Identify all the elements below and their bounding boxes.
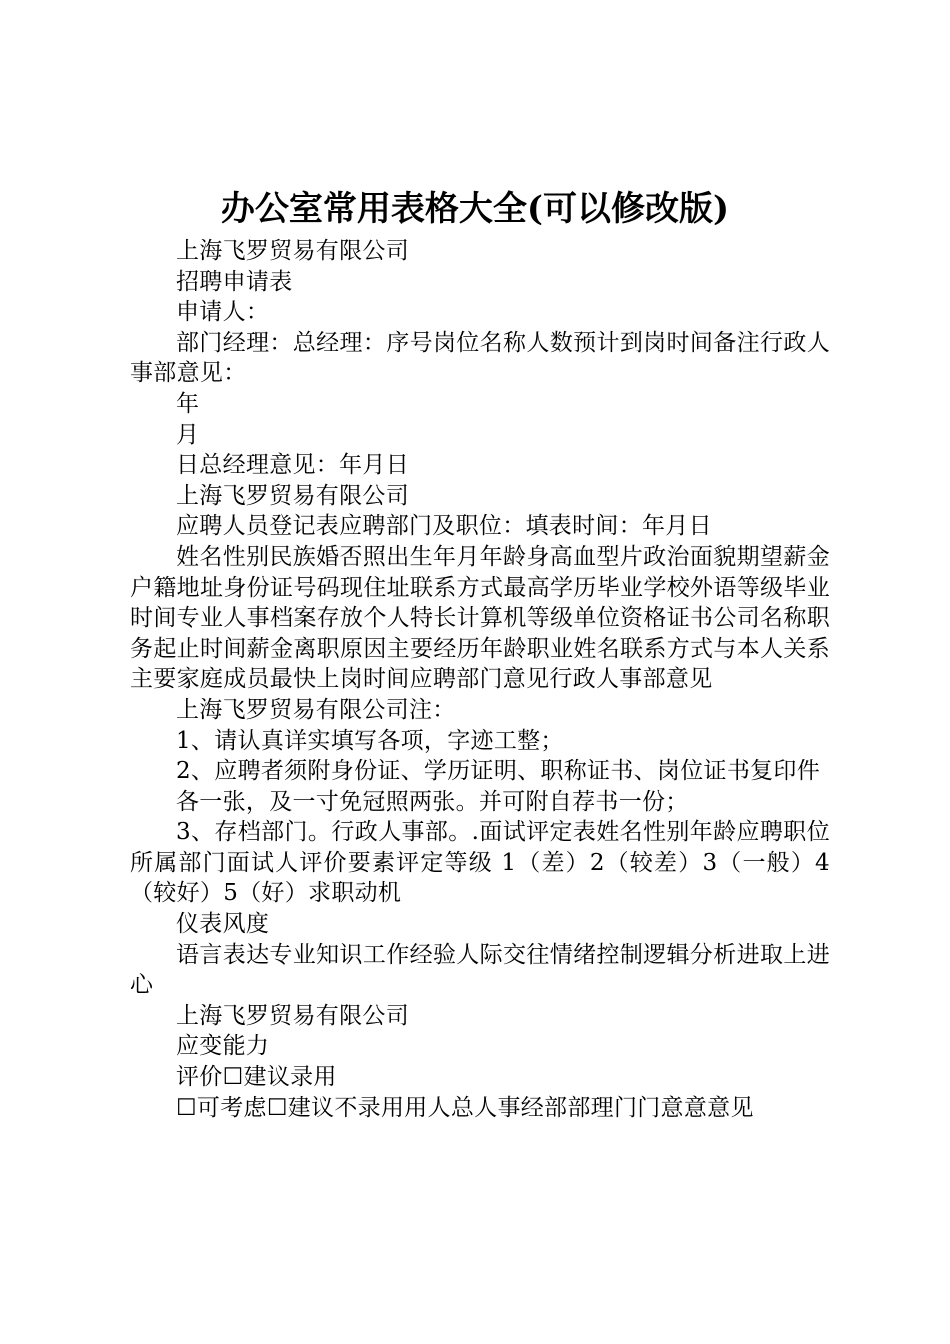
paragraph-adaptability: 应变能力 (176, 1033, 270, 1060)
paragraph-applicant: 申请人： (176, 299, 270, 326)
document-body (130, 236, 830, 1123)
paragraph-criteria: 语言表达专业知识工作经验人际交往情绪控制逻辑分析进取上进心 (130, 941, 830, 999)
paragraph-appearance: 仪表风度 (176, 911, 270, 938)
paragraph-form-title: 招聘申请表 (176, 268, 293, 295)
paragraph-company-1: 上海飞罗贸易有限公司 (176, 238, 409, 264)
paragraph-company-2: 上海飞罗贸易有限公司 (176, 482, 409, 509)
paragraph-note-3-interview: 3、存档部门。行政人事部。.面试评定表姓名性别年龄应聘职位所属部门面试人评价要素评定等级 1（差）2（较差）3（一般）4（较好）5（好）求职动机 (130, 819, 830, 907)
paragraph-year: 年 (176, 390, 200, 417)
paragraph-final-options: ☐可考虑☐建议不录用用人总人事经部部理门门意意意见 (176, 1094, 754, 1121)
paragraph-registration-fields: 姓名性别民族婚否照出生年月年龄身高血型片政治面貌期望薪金户籍地址身份证号码现住址联系方式最高学历毕业学校外语等级毕业时间专业人事档案存放个人特长计算机等级单位资格证书公司名称职务起止时间薪金离职原因主要经历年龄职业姓名联系方式与本人关系主要家庭成员最快上岗时间应聘部门意见行政人事部意见 (130, 543, 830, 693)
document-title: 办公室常用表格大全(可以修改版) (220, 189, 730, 229)
paragraph-company-3: 上海飞罗贸易有限公司 (176, 1002, 409, 1029)
paragraph-month: 月 (176, 421, 200, 448)
paragraph-note-2-cont: 各一张，及一寸免冠照两张。并可附自荐书一份； (176, 788, 689, 815)
paragraph-company-notes: 上海飞罗贸易有限公司注： (176, 696, 456, 723)
paragraph-note-1: 1、请认真详实填写各项，字迹工整； (176, 727, 564, 754)
paragraph-registration-form: 应聘人员登记表应聘部门及职位：填表时间：年月日 (176, 513, 712, 540)
paragraph-day-gm-opinion: 日总经理意见：年月日 (176, 452, 409, 479)
paragraph-note-2: 2、应聘者须附身份证、学历证明、职称证书、岗位证书复印件 (176, 758, 821, 785)
paragraph-managers: 部门经理：总经理：序号岗位名称人数预计到岗时间备注行政人事部意见： (130, 329, 830, 387)
paragraph-evaluation: 评价☐建议录用 (176, 1064, 337, 1091)
